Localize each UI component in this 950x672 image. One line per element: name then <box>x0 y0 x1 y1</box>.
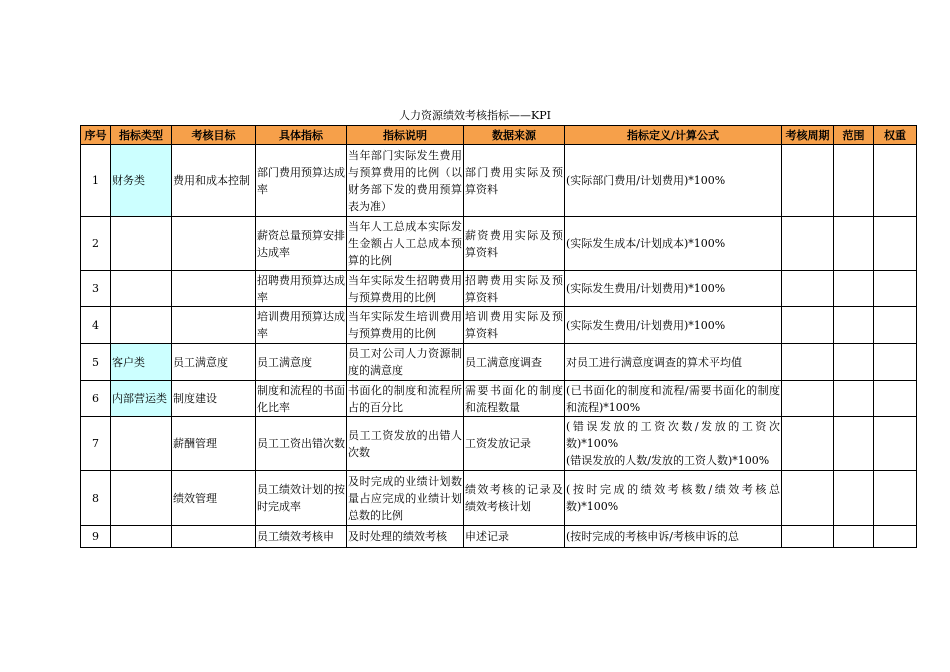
scope <box>834 145 874 217</box>
table-row <box>81 271 917 307</box>
indicator-description: 当年实际发生招聘费用与预算费用的比例 <box>347 271 464 307</box>
formula: (实际部门费用/计划费用)*100% <box>565 145 782 217</box>
scope <box>834 471 874 526</box>
header-cell: 考核周期 <box>782 126 834 145</box>
data-source: 部门费用实际及预算资料 <box>464 145 565 217</box>
data-source: 培训费用实际及预算资料 <box>464 307 565 344</box>
specific-indicator: 部门费用预算达成率 <box>256 145 347 217</box>
weight <box>874 271 917 307</box>
assessment-cycle <box>782 271 834 307</box>
header-cell: 指标定义/计算公式 <box>565 126 782 145</box>
header-cell: 权重 <box>874 126 917 145</box>
assessment-goal: 绩效管理 <box>172 471 256 526</box>
weight <box>874 217 917 271</box>
specific-indicator: 薪资总量预算安排达成率 <box>256 217 347 271</box>
header-cell: 具体指标 <box>256 126 347 145</box>
row-number: 5 <box>81 344 111 381</box>
indicator-type: 内部营运类 <box>111 381 172 417</box>
formula: (实际发生费用/计划费用)*100% <box>565 271 782 307</box>
row-number: 1 <box>81 145 111 217</box>
row-number: 8 <box>81 471 111 526</box>
weight <box>874 471 917 526</box>
indicator-description: 及时处理的绩效考核 <box>347 526 464 548</box>
header-cell: 序号 <box>81 126 111 145</box>
table-row <box>81 526 917 548</box>
weight <box>874 526 917 548</box>
data-source: 绩效考核的记录及绩效考核计划 <box>464 471 565 526</box>
indicator-type: 客户类 <box>111 344 172 381</box>
specific-indicator: 员工绩效考核申 <box>256 526 347 548</box>
indicator-description: 书面化的制度和流程所占的百分比 <box>347 381 464 417</box>
specific-indicator: 员工工资出错次数 <box>256 417 347 471</box>
weight <box>874 344 917 381</box>
indicator-type <box>111 526 172 548</box>
assessment-cycle <box>782 344 834 381</box>
indicator-type <box>111 417 172 471</box>
row-number: 3 <box>81 271 111 307</box>
data-source: 需要书面化的制度和流程数量 <box>464 381 565 417</box>
header-cell: 数据来源 <box>464 126 565 145</box>
formula: (按时完成的考核申诉/考核申诉的总 <box>565 526 782 548</box>
document-title: 人力资源绩效考核指标——KPI <box>399 109 551 122</box>
weight <box>874 417 917 471</box>
weight <box>874 145 917 217</box>
weight <box>874 307 917 344</box>
scope <box>834 381 874 417</box>
assessment-cycle <box>782 526 834 548</box>
indicator-description: 当年人工总成本实际发生金额占人工总成本预算的比例 <box>347 217 464 271</box>
assessment-cycle <box>782 471 834 526</box>
indicator-description: 当年实际发生培训费用与预算费用的比例 <box>347 307 464 344</box>
table-row <box>81 344 917 381</box>
table-row <box>81 471 917 526</box>
specific-indicator: 制度和流程的书面化比率 <box>256 381 347 417</box>
header-row <box>81 126 917 145</box>
indicator-description: 及时完成的业绩计划数量占应完成的业绩计划总数的比例 <box>347 471 464 526</box>
specific-indicator: 培训费用预算达成率 <box>256 307 347 344</box>
indicator-type <box>111 271 172 307</box>
assessment-goal <box>172 307 256 344</box>
data-source: 申述记录 <box>464 526 565 548</box>
table-row <box>81 417 917 471</box>
table-row <box>81 145 917 217</box>
assessment-cycle <box>782 145 834 217</box>
table-row <box>81 381 917 417</box>
header-cell: 指标说明 <box>347 126 464 145</box>
row-number: 4 <box>81 307 111 344</box>
row-number: 9 <box>81 526 111 548</box>
assessment-goal: 费用和成本控制 <box>172 145 256 217</box>
data-source: 员工满意度调查 <box>464 344 565 381</box>
scope <box>834 307 874 344</box>
assessment-goal <box>172 526 256 548</box>
scope <box>834 271 874 307</box>
assessment-cycle <box>782 307 834 344</box>
formula: (已书面化的制度和流程/需要书面化的制度和流程)*100% <box>565 381 782 417</box>
indicator-description: 员工对公司人力资源制度的满意度 <box>347 344 464 381</box>
header-cell: 考核目标 <box>172 126 256 145</box>
indicator-type <box>111 217 172 271</box>
row-number: 2 <box>81 217 111 271</box>
scope <box>834 417 874 471</box>
formula: (错误发放的工资次数/发放的工资次数)*100% (错误发放的人数/发放的工资人数)*100% <box>565 417 782 471</box>
assessment-cycle <box>782 417 834 471</box>
scope <box>834 526 874 548</box>
kpi-table <box>80 125 917 548</box>
formula: (实际发生费用/计划费用)*100% <box>565 307 782 344</box>
indicator-type <box>111 471 172 526</box>
table-row <box>81 217 917 271</box>
scope <box>834 217 874 271</box>
row-number: 6 <box>81 381 111 417</box>
specific-indicator: 员工满意度 <box>256 344 347 381</box>
header-cell: 指标类型 <box>111 126 172 145</box>
assessment-goal <box>172 217 256 271</box>
assessment-goal: 员工满意度 <box>172 344 256 381</box>
row-number: 7 <box>81 417 111 471</box>
weight <box>874 381 917 417</box>
formula: (按时完成的绩效考核数/绩效考核总数)*100% <box>565 471 782 526</box>
formula: (实际发生成本/计划成本)*100% <box>565 217 782 271</box>
indicator-description: 当年部门实际发生费用与预算费用的比例（以财务部下发的费用预算表为准） <box>347 145 464 217</box>
assessment-goal: 制度建设 <box>172 381 256 417</box>
data-source: 招聘费用实际及预算资料 <box>464 271 565 307</box>
specific-indicator: 招聘费用预算达成率 <box>256 271 347 307</box>
data-source: 薪资费用实际及预算资料 <box>464 217 565 271</box>
specific-indicator: 员工绩效计划的按时完成率 <box>256 471 347 526</box>
assessment-goal <box>172 271 256 307</box>
indicator-type: 财务类 <box>111 145 172 217</box>
scope <box>834 344 874 381</box>
data-source: 工资发放记录 <box>464 417 565 471</box>
formula: 对员工进行满意度调查的算术平均值 <box>565 344 782 381</box>
table-row <box>81 307 917 344</box>
header-cell: 范围 <box>834 126 874 145</box>
assessment-goal: 薪酬管理 <box>172 417 256 471</box>
assessment-cycle <box>782 217 834 271</box>
indicator-description: 员工工资发放的出错人次数 <box>347 417 464 471</box>
assessment-cycle <box>782 381 834 417</box>
indicator-type <box>111 307 172 344</box>
